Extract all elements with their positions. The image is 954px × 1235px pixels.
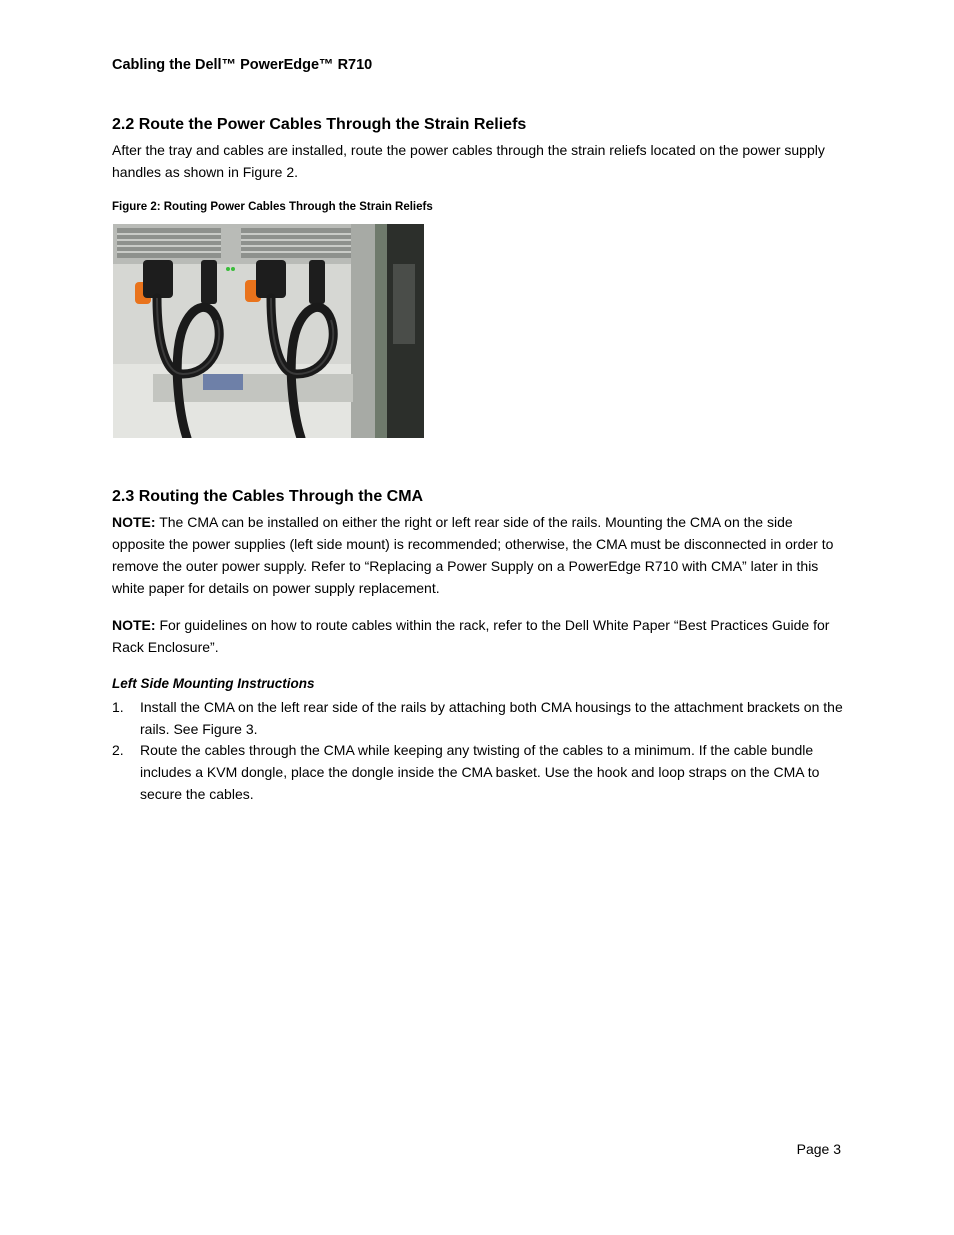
note-2-label: NOTE: <box>112 617 156 633</box>
note-1-paragraph <box>112 511 847 599</box>
figure-2-caption: Figure 2: Routing Power Cables Through the Strain Reliefs <box>112 201 433 213</box>
list-item-number: 2. <box>112 742 124 758</box>
note-2-paragraph <box>112 614 847 658</box>
section-2-2-heading: 2.2 Route the Power Cables Through the Strain Reliefs <box>112 116 527 133</box>
page-number: Page 3 <box>796 1141 841 1157</box>
note-1-text: The CMA can be installed on either the right or left rear side of the rails. Mounting the CMA on the side opposite the power supplies (left side mount) is recommended; otherwise, the CMA must be disconnected in order to remove the outer power supply. Refer to “Replacing a Power Supply on a PowerEdge R710 with CMA” later in this white paper for details on power supply replacement. <box>112 514 834 596</box>
list-item <box>112 696 847 740</box>
section-2-2-body: After the tray and cables are installed, route the power cables through the strain reliefs located on the power supply handles as shown in Figure 2. <box>112 142 825 180</box>
power-cables-strain-relief-image <box>113 224 424 438</box>
section-2-3-heading: 2.3 Routing the Cables Through the CMA <box>112 488 424 505</box>
list-item <box>112 739 847 805</box>
list-item-number: 1. <box>112 699 124 715</box>
list-item-text: Route the cables through the CMA while keeping any twisting of the cables to a minimum. If the cable bundle includes a KVM dongle, place the dongle inside the CMA basket. Use the hook and loop straps on the CMA to secure the cables. <box>140 742 820 802</box>
running-header: Cabling the Dell™ PowerEdge™ R710 <box>112 57 373 73</box>
note-2-text: For guidelines on how to route cables within the rack, refer to the Dell White Paper “Best Practices Guide for Rack Enclosure”. <box>112 617 830 655</box>
figure-2-photo <box>113 224 424 438</box>
note-1-label: NOTE: <box>112 514 156 530</box>
list-item-text: Install the CMA on the left rear side of the rails by attaching both CMA housings to the attachment brackets on the rails. See Figure 3. <box>140 699 843 737</box>
left-side-mounting-subheading: Left Side Mounting Instructions <box>112 676 315 691</box>
